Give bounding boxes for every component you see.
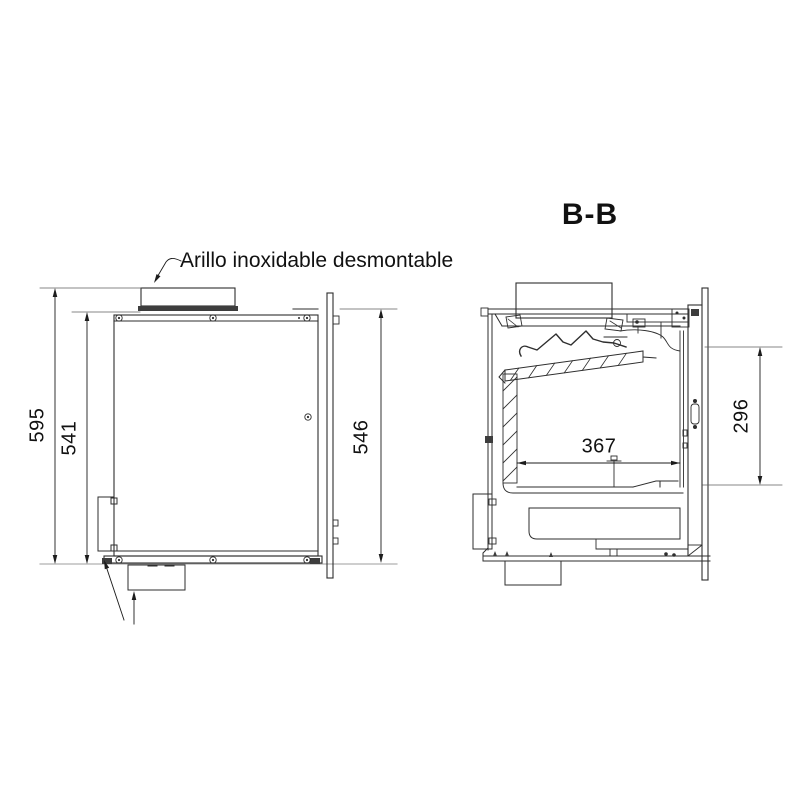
baffle-deflector-plate xyxy=(499,351,656,383)
callout-label: Arillo inoxidable desmontable xyxy=(180,249,454,272)
dim-body-height: 541 xyxy=(58,420,81,456)
overall-height-dimension xyxy=(40,288,141,564)
elevation-view xyxy=(40,258,397,624)
dim-opening-height: 296 xyxy=(730,398,753,434)
door-handle xyxy=(691,404,699,424)
screw-icon xyxy=(116,315,122,321)
door-glass xyxy=(680,331,687,487)
screw-icon xyxy=(305,414,311,420)
unit-body xyxy=(102,309,322,564)
section-front-frame xyxy=(688,288,708,580)
side-duct-box xyxy=(98,497,117,551)
section-flue-collar xyxy=(506,283,623,331)
dim-firebox-width: 367 xyxy=(581,435,617,458)
collar-flange xyxy=(138,306,238,311)
screws xyxy=(116,315,311,563)
section-top-plates xyxy=(481,308,688,326)
damper-mechanism xyxy=(604,309,689,351)
bottom-leader-arrows xyxy=(104,560,136,624)
screw-icon xyxy=(210,557,216,563)
screw-icon xyxy=(116,557,122,563)
section-view xyxy=(473,283,782,585)
callout-leader-arrow xyxy=(154,258,181,283)
dim-front-frame-height: 546 xyxy=(350,419,373,455)
flue-collar xyxy=(138,288,238,311)
section-base xyxy=(483,551,710,585)
firebox-width-dimension xyxy=(517,461,680,466)
section-bottom-duct xyxy=(505,561,561,585)
front-frame-plate xyxy=(327,293,339,578)
bottom-duct-box xyxy=(128,565,185,590)
dim-overall-height: 595 xyxy=(26,407,49,443)
firebrick-panel xyxy=(503,374,517,483)
section-title: B-B xyxy=(561,198,619,231)
screw-icon xyxy=(304,315,310,321)
air-intake-box xyxy=(473,494,496,549)
body-height-dimension xyxy=(72,312,140,564)
screw-icon xyxy=(210,315,216,321)
firebox-floor xyxy=(503,456,683,493)
flexible-seal-wave xyxy=(520,331,626,356)
screw-icon xyxy=(304,557,310,563)
ash-drawer xyxy=(529,508,688,557)
